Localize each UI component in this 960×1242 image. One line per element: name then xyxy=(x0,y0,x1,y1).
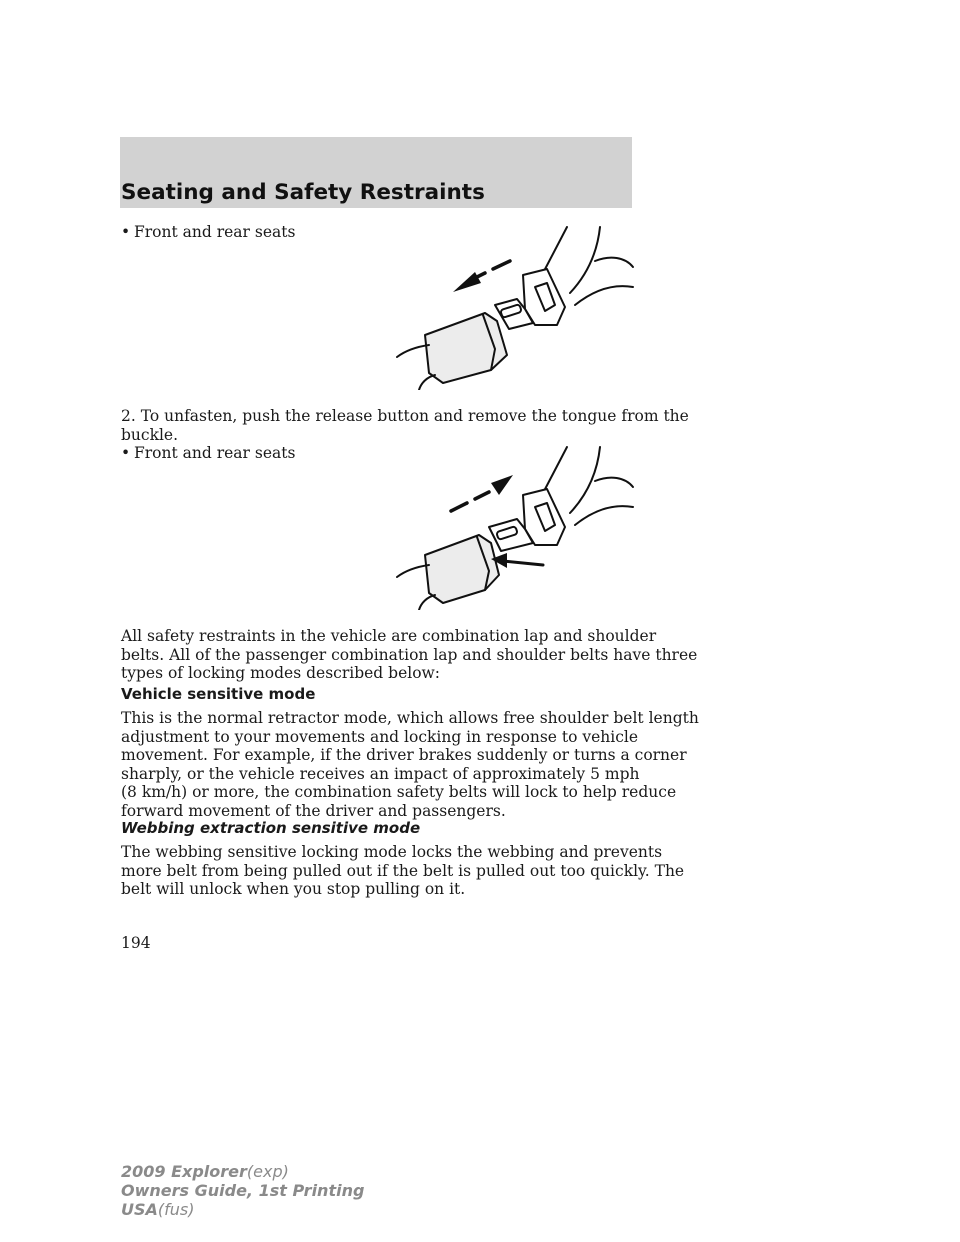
text-line: belts. All of the passenger combination lap and shoulder belts have three xyxy=(121,645,698,664)
bullet-text: Front and rear seats xyxy=(134,223,296,241)
text-line: The webbing sensitive locking mode locks the webbing and prevents xyxy=(121,843,663,861)
text-line: sharply, or the vehicle receives an impact of approximately 5 mph xyxy=(121,764,640,783)
page-title: Seating and Safety Restraints xyxy=(121,180,485,205)
text-line: types of locking modes described below: xyxy=(121,664,441,683)
figure-release-belt xyxy=(385,445,640,610)
section-heading-vehicle-sensitive: Vehicle sensitive mode xyxy=(121,685,316,703)
text-line: All safety restraints in the vehicle are combination lap and shoulder xyxy=(121,627,657,645)
step-2-text xyxy=(121,407,689,444)
text-line: buckle. xyxy=(121,425,179,444)
text-line: (8 km/h) or more, the combination safety belts will lock to help reduce xyxy=(121,783,677,802)
section-heading-webbing-sensitive: Webbing extraction sensitive mode xyxy=(121,819,421,837)
footer-market-code: (fus) xyxy=(157,1200,195,1219)
figure-fasten-belt xyxy=(385,225,640,390)
page-number: 194 xyxy=(121,934,151,952)
text-line: more belt from being pulled out if the belt is pulled out too quickly. The xyxy=(121,861,685,880)
text-line: 2. To unfasten, push the release button and remove the tongue from the xyxy=(121,407,689,425)
bullet-marker: • xyxy=(121,223,131,241)
bullet-item-fasten xyxy=(121,223,295,241)
text-line: movement. For example, if the driver brakes suddenly or turns a corner xyxy=(121,746,687,765)
bullet-item-unfasten xyxy=(121,444,295,462)
text-line: forward movement of the driver and passengers. xyxy=(121,801,506,820)
section-vehicle-sensitive-body xyxy=(121,709,699,821)
bullet-marker: • xyxy=(121,444,131,462)
bullet-text: Front and rear seats xyxy=(134,444,296,462)
section-webbing-sensitive-body xyxy=(121,843,685,899)
footer-model: 2009 Explorer xyxy=(121,1162,247,1181)
text-line: This is the normal retractor mode, which allows free shoulder belt length xyxy=(121,709,699,727)
footer-model-code: (exp) xyxy=(246,1162,289,1181)
footer-edition-info xyxy=(121,1162,364,1219)
footer-printing: Owners Guide, 1st Printing xyxy=(121,1181,365,1200)
footer-market: USA xyxy=(121,1200,158,1219)
intro-paragraph xyxy=(121,627,698,683)
text-line: belt will unlock when you stop pulling on it. xyxy=(121,880,466,899)
text-line: adjustment to your movements and locking in response to vehicle xyxy=(121,727,639,746)
